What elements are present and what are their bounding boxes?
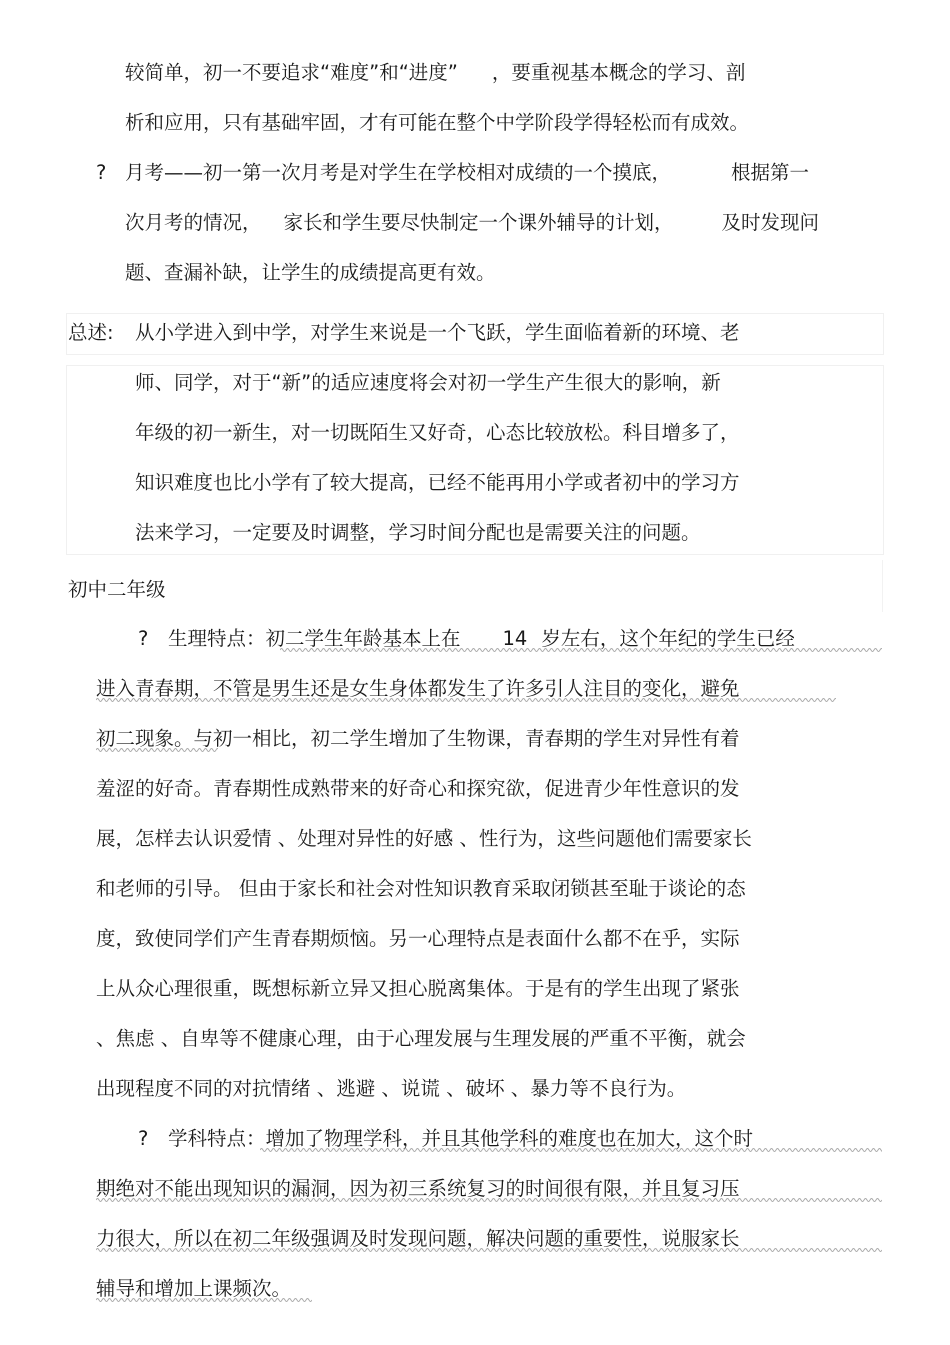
text-line: 初二现象。与初一相比，初二学生增加了生物课，青春期的学生对异性有着 xyxy=(96,727,740,750)
text-segment: 生理特点：初二学生年龄基本上在 xyxy=(168,627,461,650)
summary-frame-right xyxy=(66,560,883,612)
text-segment: 根据第一 xyxy=(731,161,810,184)
text-line: 上从众心理很重，既想标新立异又担心脱离集体。于是有的学生出现了紧张 xyxy=(96,977,740,1000)
text-line: 出现程度不同的对抗情绪 、逃避 、说谎 、破坏 、暴力等不良行为。 xyxy=(96,1077,687,1100)
text-line xyxy=(125,210,819,236)
text-line: 和老师的引导。 但由于家长和社会对性知识教育采取闭锁甚至耻于谈论的态 xyxy=(96,877,746,900)
summary-line: 知识难度也比小学有了较大提高，已经不能再用小学或者初中的学习方 xyxy=(135,471,740,494)
wavy-underline xyxy=(96,1197,882,1203)
text-segment: 14 xyxy=(502,627,528,650)
text-line: 力很大，所以在初二年级强调及时发现问题，解决问题的重要性，说服家长 xyxy=(96,1227,740,1250)
text-segment: 家长和学生要尽快制定一个课外辅导的计划， xyxy=(283,211,674,234)
section-heading: 初中二年级 xyxy=(68,578,166,601)
text-line: 羞涩的好奇。青春期性成熟带来的好奇心和探究欲，促进青少年性意识的发 xyxy=(96,777,740,800)
wavy-underline xyxy=(96,747,218,753)
text-line: 进入青春期，不管是男生还是女生身体都发生了许多引人注目的变化，避免 xyxy=(96,677,740,700)
wavy-underline xyxy=(96,697,836,703)
text-line: 学科特点：增加了物理学科，并且其他学科的难度也在加大，这个时 xyxy=(168,1127,754,1150)
wavy-underline xyxy=(260,1147,882,1153)
summary-line: 从小学进入到中学，对学生来说是一个飞跃，学生面临着新的环境、老 xyxy=(135,321,740,344)
text-segment: 岁左右，这个年纪的学生已经 xyxy=(541,627,795,650)
text-line xyxy=(125,60,745,86)
summary-line: 年级的初一新生，对一切既陌生又好奇，心态比较放松。科目增多了， xyxy=(135,421,740,444)
wavy-underline xyxy=(280,647,882,653)
wavy-underline xyxy=(96,1297,312,1303)
text-line: 辅导和增加上课频次。 xyxy=(96,1277,292,1300)
text-segment: 次月考的情况， xyxy=(125,211,262,234)
text-segment: ，要重视基本概念的学习、剖 xyxy=(491,61,746,84)
text-segment: 月考——初一第一次月考是对学生在学校相对成绩的一个摸底， xyxy=(125,161,672,184)
text-segment: 及时发现问 xyxy=(721,211,820,234)
text-line: 度，致使同学们产生青春期烦恼。另一心理特点是表面什么都不在乎，实际 xyxy=(96,927,740,950)
text-line: 期绝对不能出现知识的漏洞，因为初三系统复习的时间很有限，并且复习压 xyxy=(96,1177,740,1200)
text-segment: 较简单，初一不要追求“难度”和“进度” xyxy=(125,61,458,84)
text-line: 析和应用，只有基础牢固，才有可能在整个中学阶段学得轻松而有成效。 xyxy=(125,111,750,134)
text-line xyxy=(125,160,809,186)
summary-line: 师、同学，对于“新”的适应速度将会对初一学生产生很大的影响，新 xyxy=(135,371,721,394)
bullet-marker: ? xyxy=(138,627,149,650)
summary-label: 总述: xyxy=(68,321,114,344)
summary-line: 法来学习，一定要及时调整，学习时间分配也是需要关注的问题。 xyxy=(135,521,701,544)
text-line: 题、查漏补缺，让学生的成绩提高更有效。 xyxy=(125,261,496,284)
bullet-marker: ? xyxy=(138,1127,149,1150)
text-line: 展，怎样去认识爱情 、处理对异性的好感 、性行为，这些问题他们需要家长 xyxy=(96,827,752,850)
wavy-underline xyxy=(96,1247,882,1253)
bullet-marker: ? xyxy=(96,161,107,184)
text-line: 、焦虑 、自卑等不健康心理，由于心理发展与生理发展的严重不平衡，就会 xyxy=(96,1027,746,1050)
